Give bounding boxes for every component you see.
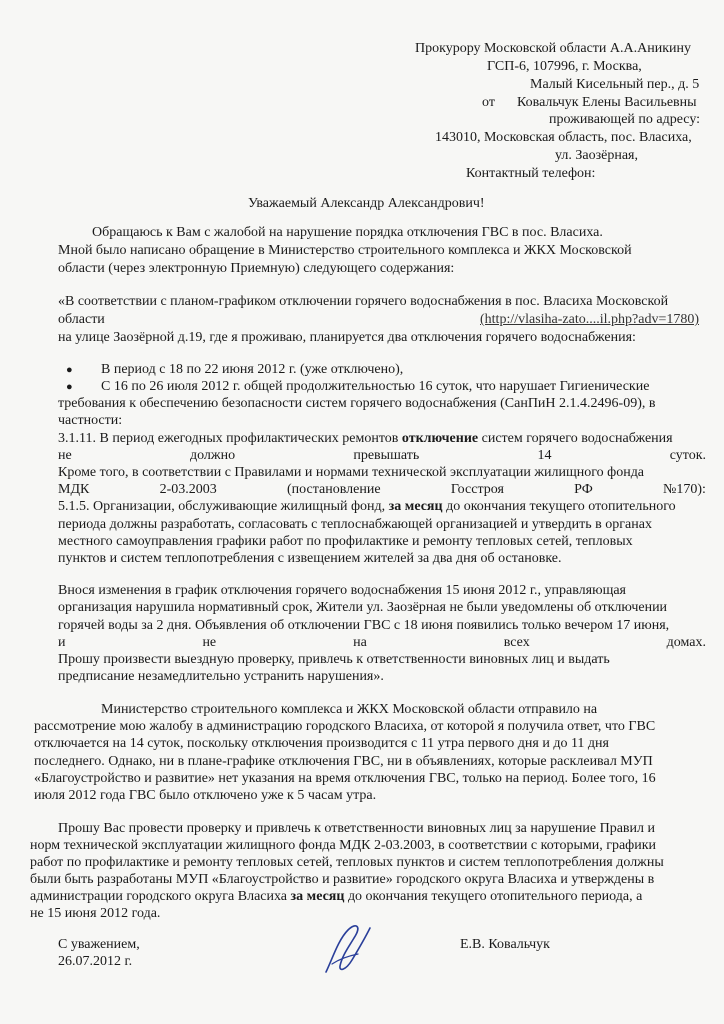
addressee-address-1: ГСП-6, 107996, г. Москва, bbox=[487, 59, 642, 74]
para3-line-1: Прошу Вас провести проверку и привлечь к ответственности виновных лиц за нарушение Правил и bbox=[58, 821, 656, 836]
word: должно bbox=[189, 448, 236, 463]
rule-5-1-5-cont-3: пунктов и систем теплопотребления с извещением жителей за два дня об остановке. bbox=[58, 551, 562, 566]
word: РФ bbox=[574, 482, 593, 497]
word: и bbox=[58, 635, 66, 650]
intro-line-3: области (через электронную Приемную) следующего содержания: bbox=[58, 261, 455, 276]
word: на bbox=[353, 635, 367, 650]
para3-line-6: не 15 июня 2012 года. bbox=[30, 906, 161, 921]
word: домах. bbox=[666, 635, 706, 650]
rule-5-1-5-cont-1: периода должны разработать, согласовать с теплоснабжающей организацией и утвердить в органах bbox=[58, 517, 652, 532]
rule-text: 3.1.11. В период ежегодных профилактических ремонтов bbox=[58, 431, 402, 446]
sender-address-2: ул. Заозёрная, bbox=[555, 148, 638, 163]
para3-line-4: были быть разработаны МУП «Благоустройство и развитие» городского округа Власиха и утверждены в bbox=[30, 872, 655, 887]
text: до окончания текущего отопительного периода, а bbox=[344, 889, 643, 904]
addressee-address-2: Малый Кисельный пер., д. 5 bbox=[530, 77, 700, 92]
bullet-item-1: В период с 18 по 22 июня 2012 г. (уже отключено), bbox=[101, 362, 404, 377]
intro-line-1: Обращаюсь к Вам с жалобой на нарушение порядка отключения ГВС в пос. Власиха. bbox=[92, 225, 603, 240]
word: 14 bbox=[537, 448, 552, 463]
salutation: Уважаемый Александр Александрович! bbox=[248, 196, 485, 211]
complaint-line-2: организация нарушила нормативный срок, Жители ул. Заозёрная не были уведомлены об отключении bbox=[58, 600, 668, 615]
rule-text: 5.1.5. Организации, обслуживающие жилищный фонд, bbox=[58, 499, 389, 514]
rule-text: систем горячего водоснабжения bbox=[478, 431, 673, 446]
para3-line-2: норм технической эксплуатации жилищного фонда МДК 2-03.2003, в соответствии с которыми, графики bbox=[30, 838, 657, 853]
sender-address-1: 143010, Московская область, пос. Власиха, bbox=[435, 130, 692, 145]
word: суток. bbox=[669, 448, 706, 463]
para3-line-3: работ по профилактике и ремонту тепловых сетей, тепловых пунктов и систем теплопотребления должны bbox=[30, 855, 664, 870]
sender-living: проживающей по адресу: bbox=[549, 112, 701, 127]
word: превышать bbox=[353, 448, 420, 463]
para3-line-5 bbox=[30, 888, 642, 905]
text: администрации городского округа Власиха bbox=[30, 889, 291, 904]
sender-name: Ковальчук Елены Васильевны bbox=[517, 95, 697, 110]
signer-name: Е.В. Ковальчук bbox=[460, 937, 550, 952]
para2-line-1: Министерство строительного комплекса и ЖКХ Московской области отправило на bbox=[101, 702, 598, 717]
para2-line-5: «Благоустройство и развитие» нет указания на время отключения ГВС, только на период. Более того, 16 bbox=[34, 771, 656, 786]
para2-line-3: отключается на 14 суток, поскольку отключения производится с 11 утра первого дня и до 11 дня bbox=[34, 736, 609, 751]
text-emphasis: за месяц bbox=[290, 889, 345, 904]
word: не bbox=[202, 635, 217, 650]
sender-prefix: от bbox=[482, 95, 495, 110]
word: (постановление bbox=[287, 482, 381, 497]
rule-3-1-11 bbox=[58, 430, 673, 447]
request-line-2: предписание незамедлительно устранить нарушения». bbox=[58, 669, 384, 684]
word: 2-03.2003 bbox=[159, 482, 217, 497]
word: Госстроя bbox=[450, 482, 504, 497]
quote-line-1: «В соответствии с планом-графиком отключении горячего водоснабжения в пос. Власиха Московской bbox=[58, 294, 669, 309]
mdk-reference bbox=[58, 481, 706, 498]
intro-line-2: Мной было написано обращение в Министерство строительного комплекса и ЖКХ Московской bbox=[58, 243, 632, 258]
para2-line-4: последнего. Однако, ни в плане-графике отключения ГВС, ни в объявлениях, которые расклеивал МУП bbox=[34, 754, 653, 769]
rule-5-1-5 bbox=[58, 498, 676, 515]
para2-line-2: рассмотрение мою жалобу в администрацию городского Власиха, от которой я получила ответ, что ГВС bbox=[34, 719, 656, 734]
quote-line-2: области bbox=[58, 312, 105, 327]
word: №170): bbox=[663, 482, 706, 497]
word: всех bbox=[503, 635, 530, 650]
para2-line-6: июля 2012 года ГВС было отключено уже к 5 часам утра. bbox=[34, 788, 377, 803]
contact-phone-label: Контактный телефон: bbox=[466, 166, 596, 181]
rule-3-1-11-cont bbox=[58, 447, 706, 464]
complaint-line-1: Внося изменения в график отключения горячего водоснабжения 15 июня 2012 г., управляющая bbox=[58, 583, 626, 598]
word: не bbox=[58, 448, 72, 463]
bullet-icon: ● bbox=[66, 381, 73, 393]
quote-line-3: на улице Заозёрной д.19, где я проживаю, планируется два отключения горячего водоснабжения: bbox=[58, 330, 636, 345]
bullet-item-2-cont: требования к обеспечению безопасности систем горячего водоснабжения (СанПиН 2.1.4.2496-09), в bbox=[58, 396, 656, 411]
rule-5-1-5-cont-2: местного самоуправления графики работ по профилактике и ремонту тепловых сетей, тепловых bbox=[58, 534, 633, 549]
complaint-line-3: горячей воды за 2 дня. Объявления об отключении ГВС с 18 июня появились только вечером 17 июня, bbox=[58, 618, 670, 633]
plan-link[interactable]: (http://vlasiha-zato....il.php?adv=1780) bbox=[480, 312, 700, 327]
rule-text: до окончания текущего отопительного bbox=[442, 499, 676, 514]
word: МДК bbox=[58, 482, 90, 497]
signature-image bbox=[318, 920, 378, 980]
rule-emphasis: за месяц bbox=[388, 499, 443, 514]
request-line-1: Прошу произвести выездную проверку, привлечь к ответственности виновных лиц и выдать bbox=[58, 652, 610, 667]
rule-emphasis: отключение bbox=[401, 431, 479, 446]
closing-regards: С уважением, bbox=[58, 937, 140, 952]
closing-date: 26.07.2012 г. bbox=[58, 954, 133, 969]
addressee: Прокурору Московской области А.А.Аникину bbox=[415, 41, 692, 56]
bullet-item-2: С 16 по 26 июля 2012 г. общей продолжительностью 16 суток, что нарушает Гигиенические bbox=[101, 379, 650, 394]
complaint-line-4 bbox=[58, 634, 706, 651]
bullet-item-2-cont-2: частности: bbox=[58, 413, 123, 428]
rules-intro: Кроме того, в соответствии с Правилами и нормами технической эксплуатации жилищного фонда bbox=[58, 465, 645, 480]
bullet-icon: ● bbox=[66, 364, 73, 376]
